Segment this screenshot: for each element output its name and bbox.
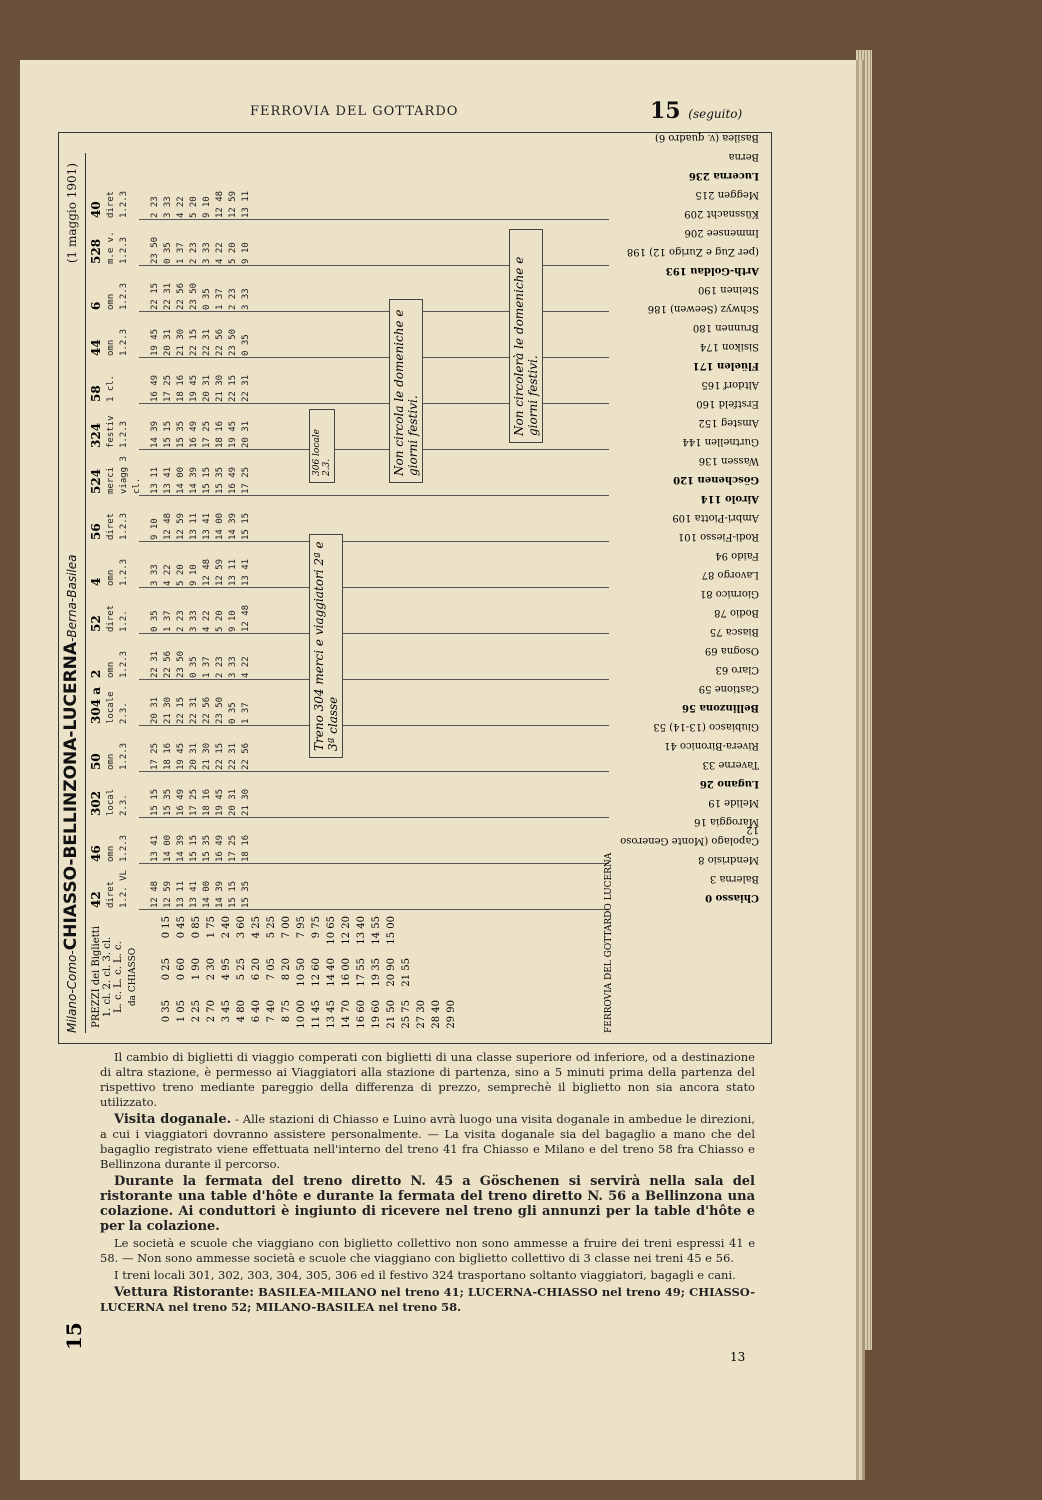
train-type: omn 1.2.3 (106, 328, 129, 356)
note-groups: Le società e scuole che viaggiano con biglietto collettivo non sono ammesse a fruire dei treni espressi 41 e 58. — Non sono ammesse società e scuole che viaggiano con biglietto collettivo di 3 classe nei treni 45 e 56. (100, 1236, 755, 1265)
side-label-number: 15 (62, 1322, 86, 1350)
fare-header-classes: 1. cl. 2. cl. 3. cl. (102, 936, 113, 1018)
station-name: Küssnacht 209 (684, 208, 759, 219)
train-times: 12 48 12 59 13 11 13 41 14 00 14 39 15 15 15 35 (150, 880, 251, 908)
train-type: diret 1.2. VL (106, 870, 129, 908)
station-name: Melide 19 (708, 797, 759, 808)
train-type: diret 1.2. (106, 604, 129, 632)
fare-row (384, 916, 399, 1038)
fare-row (219, 916, 234, 1038)
fare-cell: 3 60 (236, 916, 247, 939)
route-title (61, 153, 86, 1033)
fare-cell: 7 05 (266, 958, 277, 981)
train-times: 13 41 14 00 14 39 15 15 15 35 16 49 17 25 18 16 (150, 834, 251, 862)
station-name: Immensee 206 (684, 227, 759, 238)
station-name: Lucerna 236 (688, 170, 759, 181)
column-rule (139, 633, 609, 634)
station-name: Biasca 75 (709, 626, 759, 637)
fare-row (399, 916, 414, 1038)
station-name: Berna (728, 151, 759, 162)
fare-cell: 21 55 (401, 958, 412, 987)
train-type: locale 2.3. (106, 691, 129, 724)
station-name: Lugano 26 (699, 778, 759, 789)
fare-cell: 2 25 (191, 1000, 202, 1023)
station-name: Amsteg 152 (698, 417, 759, 428)
column-rule (139, 909, 609, 910)
train-type: omn 1.2.3 (106, 742, 129, 770)
fare-row (444, 916, 459, 1038)
side-label (62, 1300, 86, 1350)
station-name: (per Zug e Zurigo 12) 198 (626, 246, 759, 257)
fare-cell: 17 55 (356, 958, 367, 987)
station-name: Airolo 114 (700, 493, 759, 504)
fare-row (339, 916, 354, 1038)
fare-row (279, 916, 294, 1038)
train-type: diret 1.2.3 (106, 190, 129, 218)
timetable-date: (1 maggio 1901) (65, 163, 79, 264)
train-times: 15 15 15 35 16 49 17 25 18 16 19 45 20 31 21 30 (150, 788, 251, 816)
station-name: Chiasso 0 (705, 892, 759, 903)
station-name: Ambri-Piotta 109 (672, 512, 759, 523)
fare-cell: 16 00 (341, 958, 352, 987)
fare-cell: 14 70 (341, 1000, 352, 1029)
station-name: Schwyz (Seewen) 186 (647, 303, 759, 314)
station-name: Altdorf 165 (701, 379, 759, 390)
train-type: festiv 1.2.3 (106, 415, 129, 448)
station-name: Taverne 33 (702, 759, 759, 770)
station-name: Maroggia 16 (694, 816, 759, 827)
station-name: Faido 94 (715, 550, 759, 561)
fare-cell: 28 40 (431, 1000, 442, 1029)
fare-cell: 14 40 (326, 958, 337, 987)
station-name: Mendrisio 8 (698, 854, 759, 865)
station-name: Meggen 215 (695, 189, 759, 200)
station-name: Giornico 81 (699, 588, 759, 599)
train-times: 22 15 22 31 22 56 23 50 0 35 1 37 2 23 3 33 (150, 282, 251, 310)
note-dining-car-lead: Vettura Ristorante: (114, 1285, 255, 1300)
fare-cell: 6 20 (251, 958, 262, 981)
column-rule (139, 771, 609, 772)
notice-train-528: Non circolerà le domeniche e giorni festivi. (509, 229, 543, 443)
train-number: 524 (89, 468, 103, 494)
fare-cell: 16 60 (356, 1000, 367, 1029)
folio: 13 (730, 1350, 746, 1364)
fare-cell: 21 50 (386, 1000, 397, 1029)
fare-row (429, 916, 444, 1038)
train-times: 2 23 3 33 4 22 5 20 9 10 12 48 12 59 13 11 (150, 190, 251, 218)
station-name: Rivera-Bironico 41 (664, 740, 759, 751)
train-times: 13 11 13 41 14 00 14 39 15 15 15 35 16 49 17 25 (150, 466, 251, 494)
fare-cell: 5 25 (266, 916, 277, 939)
fare-cell: 2 40 (221, 916, 232, 939)
column-rule (139, 817, 609, 818)
timetable-rotated (59, 133, 771, 1043)
fare-cell (429, 958, 444, 996)
fare-cell: 2 30 (206, 958, 217, 981)
fare-cell: 14 55 (371, 916, 382, 945)
fare-cell (429, 916, 444, 954)
station-name: Castione 59 (698, 683, 759, 694)
train-number: 304 a (89, 686, 103, 724)
station-name: Balerna 3 (709, 873, 759, 884)
train-number: 528 (89, 238, 103, 264)
fare-cell: 0 15 (161, 916, 172, 939)
station-name: Arth-Goldau 193 (665, 265, 759, 276)
fare-row (234, 916, 249, 1038)
fare-cell: 0 25 (161, 958, 172, 981)
fare-cell: 6 40 (251, 1000, 262, 1023)
station-name: Giubiasco (13-14) 53 (653, 721, 759, 732)
company-label: FERROVIA DEL GOTTARDO LUCERNA (604, 852, 614, 1033)
train-times: 14 39 15 15 15 35 16 49 17 25 18 16 19 45 20 31 (150, 420, 251, 448)
timetable (58, 132, 772, 1044)
fare-cell: 3 45 (221, 1000, 232, 1023)
train-times: 17 25 18 16 19 45 20 31 21 30 22 15 22 31 22 56 (150, 742, 251, 770)
note-dining-car (100, 1285, 755, 1315)
fare-cell (414, 958, 429, 996)
page-ref-number: 15 (650, 98, 681, 124)
fare-cell: 25 75 (401, 1000, 412, 1029)
notice-train-306: 306 locale 2.3. (309, 409, 335, 483)
station-name: Claro 63 (715, 664, 759, 675)
fare-cell (444, 958, 459, 996)
fare-cell: 1 05 (176, 1000, 187, 1023)
fare-row (204, 916, 219, 1038)
fare-cell: 4 25 (251, 916, 262, 939)
route-suffix: -Berna-Basilea (65, 554, 79, 642)
train-times: 16 49 17 25 18 16 19 45 20 31 21 30 22 15 22 31 (150, 374, 251, 402)
fare-row (174, 916, 189, 1038)
fare-header (91, 916, 138, 1038)
station-name: Sisikon 174 (699, 341, 759, 352)
train-number: 42 (89, 891, 103, 908)
column-rule (139, 587, 609, 588)
train-number: 56 (89, 523, 103, 540)
fare-cell (444, 916, 459, 954)
note-local-trains: I treni locali 301, 302, 303, 304, 305, 306 ed il festivo 324 trasportano soltanto viaggiatori, bagagli e cani. (114, 1268, 736, 1282)
note-customs (100, 1112, 755, 1172)
fare-cell: 29 90 (446, 1000, 457, 1029)
page-ref-suffix: (seguito) (688, 107, 743, 121)
fare-cell: 11 45 (311, 1000, 322, 1029)
fare-cell: 2 70 (206, 1000, 217, 1023)
from-label: da CHIASSO (128, 947, 138, 1007)
fare-cell: 7 40 (266, 1000, 277, 1023)
fare-cell: 13 40 (356, 916, 367, 945)
fare-row (414, 916, 429, 1038)
fare-row (309, 916, 324, 1038)
station-name: Steinen 190 (697, 284, 759, 295)
train-number: 50 (89, 753, 103, 770)
note-customs-text: - Alle stazioni di Chiasso e Luino avrà luogo una visita doganale in ambedue le direzioni, a cui i viaggiatori dovranno assistere personalmente. — La visita doganale sia del bagaglio a mano che del bagaglio registrato viene effettuata nell'interno del treno 41 fra Chiasso e Milano e del treno 58 fra Chiasso e Bellinzona durante il percorso. (100, 1112, 755, 1171)
station-name: Erstfeld 160 (696, 398, 759, 409)
page-edge (856, 50, 872, 1350)
notice-train-304: Treno 304 merci e viaggiatori 2ª e 3ª classe (309, 534, 343, 758)
station-name: Gurtnellen 144 (682, 436, 759, 447)
train-type: diret 1.2.3 (106, 512, 129, 540)
station-name: Göschenen 120 (673, 474, 759, 485)
train-type: m.e v. 1.2.3 (106, 231, 129, 264)
train-times: 23 50 0 35 1 37 2 23 3 33 4 22 5 20 9 10 (150, 236, 251, 264)
train-times: 9 10 12 48 12 59 13 11 13 41 14 00 14 39 15 15 (150, 512, 251, 540)
train-times: 20 31 21 30 22 15 22 31 22 56 23 50 0 35 1 37 (150, 696, 251, 724)
train-times: 19 45 20 31 21 30 22 15 22 31 22 56 23 50 0 35 (150, 328, 251, 356)
station-name: Rodi-Fiesso 101 (677, 531, 759, 542)
station-name: Flüelen 171 (692, 360, 759, 371)
page-ref (650, 98, 742, 124)
fare-cell: 1 75 (206, 916, 217, 939)
column-rule (139, 725, 609, 726)
fare-cell: 7 95 (296, 916, 307, 939)
fare-cell: 15 00 (386, 916, 397, 945)
fare-cell: 0 35 (161, 1000, 172, 1023)
station-list (619, 132, 769, 1033)
train-number: 58 (89, 385, 103, 402)
fare-cell: 19 60 (371, 1000, 382, 1029)
fare-cell: 10 00 (296, 1000, 307, 1029)
train-type: 1 cl. (106, 374, 116, 402)
fare-cell: 8 20 (281, 958, 292, 981)
station-name: Bellinzona 56 (682, 702, 759, 713)
fare-cell (399, 916, 414, 954)
fare-cell: 0 45 (176, 916, 187, 939)
column-rule (139, 219, 609, 220)
fare-cell: 13 45 (326, 1000, 337, 1029)
fare-row (159, 916, 174, 1038)
train-number: 324 (89, 422, 103, 448)
fare-cell: 5 25 (236, 958, 247, 981)
column-rule (139, 679, 609, 680)
fare-cell: 1 90 (191, 958, 202, 981)
train-times: 22 31 22 56 23 50 0 35 1 37 2 23 3 33 4 22 (150, 650, 251, 678)
station-name: Osogna 69 (704, 645, 759, 656)
fare-row (264, 916, 279, 1038)
fare-cell: 9 75 (311, 916, 322, 939)
column-rule (139, 863, 609, 864)
station-name: Basilea (v. quadro 6) (654, 132, 759, 143)
fare-row (294, 916, 309, 1038)
train-number: 52 (89, 615, 103, 632)
notes (100, 1050, 755, 1317)
column-rule (139, 541, 609, 542)
train-number: 4 (89, 577, 103, 586)
station-name: Wassen 136 (698, 455, 759, 466)
column-rule (139, 495, 609, 496)
train-type: local 2.3. (106, 788, 129, 816)
route-prefix: Milano-Como- (65, 950, 79, 1033)
fare-row (189, 916, 204, 1038)
fare-cell: 8 75 (281, 1000, 292, 1023)
train-type: omn 1.2.3 (106, 834, 129, 862)
route-main: CHIASSO-BELLINZONA-LUCERNA (61, 641, 81, 951)
column-rule (139, 449, 609, 450)
fare-cell: 10 50 (296, 958, 307, 987)
fare-cell: 27 30 (416, 1000, 427, 1029)
fare-cell: 4 95 (221, 958, 232, 981)
fare-header-units: L. c. L. c. L. c. (113, 941, 124, 1013)
station-name: Brunnen 180 (692, 322, 759, 333)
fare-cell: 12 60 (311, 958, 322, 987)
train-number: 6 (89, 301, 103, 310)
train-type: omn 1.2.3 (106, 558, 129, 586)
train-times: 3 33 4 22 5 20 9 10 12 48 12 59 13 11 13 41 (150, 558, 251, 586)
note-dining-car-text: BASILEA-MILANO nel treno 41; LUCERNA-CHIASSO nel treno 49; CHIASSO-LUCERNA nel treno 52; MILANO-BASILEA nel treno 58. (100, 1285, 755, 1314)
running-title: FERROVIA DEL GOTTARDO (250, 104, 459, 119)
fare-cell: 12 20 (341, 916, 352, 945)
fare-cell: 7 00 (281, 916, 292, 939)
train-number: 2 (89, 669, 103, 678)
train-times: 0 35 1 37 2 23 3 33 4 22 5 20 9 10 12 48 (150, 604, 251, 632)
fare-cell: 19 35 (371, 958, 382, 987)
fare-cell: 0 60 (176, 958, 187, 981)
train-type: omn 1.2.3 (106, 650, 129, 678)
station-name: Lavorgo 87 (701, 569, 759, 580)
station-name: Capolago (Monte Generoso 12 (620, 824, 759, 846)
note-ticket-exchange: Il cambio di biglietti di viaggio comperati con biglietti di una classe superiore od inferiore, od a destinazione di altra stazione, è permesso ai Viaggiatori alla stazione di partenza, sino a 5 minuti prima della partenza del rispettivo treno mediante pareggio della differenza di prezzo, semprechè il biglietto non sia ancora stato utilizzato. (100, 1050, 755, 1109)
train-type: merci viagg 3 cl. (106, 456, 142, 494)
fare-cell: 4 80 (236, 1000, 247, 1023)
station-name: Bodio 78 (714, 607, 759, 618)
fare-row (354, 916, 369, 1038)
notice-train-524: Non circola le domeniche e giorni festivi. (389, 299, 423, 483)
fare-row (249, 916, 264, 1038)
fare-cell: 20 90 (386, 958, 397, 987)
train-number: 302 (89, 790, 103, 816)
fare-header-title: PREZZI dei Biglietti (91, 926, 102, 1028)
fare-table (159, 916, 459, 1038)
fare-row (324, 916, 339, 1038)
fare-cell: 10 65 (326, 916, 337, 945)
train-number: 40 (89, 201, 103, 218)
train-number: 44 (89, 339, 103, 356)
fare-row (369, 916, 384, 1038)
fare-cell: 0 85 (191, 916, 202, 939)
note-customs-lead: Visita doganale. (114, 1112, 232, 1127)
note-meals: Durante la fermata del treno diretto N. 45 a Göschenen si servirà nella sala del ristorante una table d'hôte e durante la fermata del treno diretto N. 56 a Bellinzona una colazione. Ai conduttori è ingiunto di ricevere nel treno gli annunzi per la table d'hôte e per la colazione. (100, 1174, 755, 1234)
train-type: omn 1.2.3 (106, 282, 129, 310)
fare-cell (414, 916, 429, 954)
train-number: 46 (89, 845, 103, 862)
